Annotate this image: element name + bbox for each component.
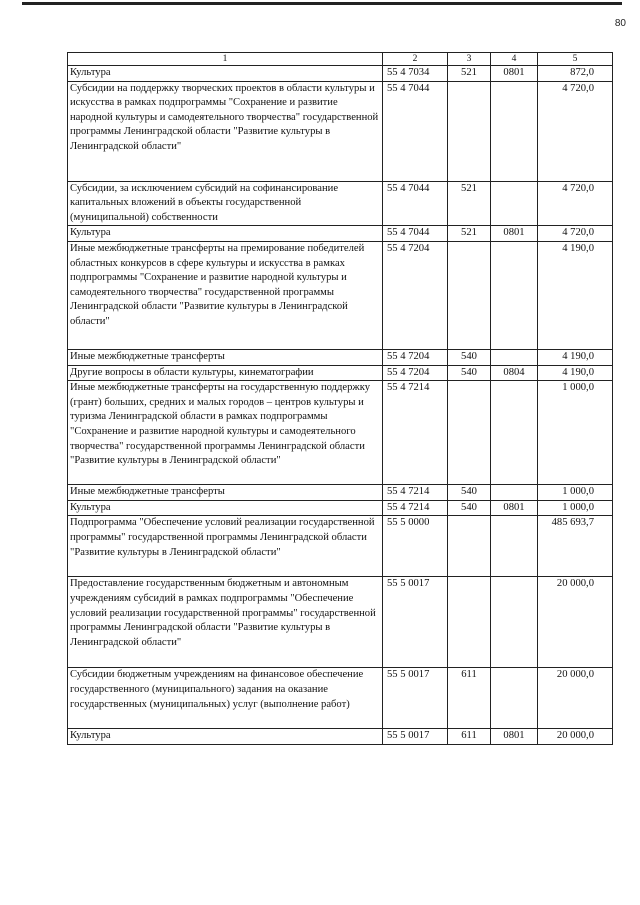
- row-expense-type: [448, 381, 491, 485]
- row-target-code: 55 4 7044: [383, 181, 448, 226]
- header-col-5: 5: [538, 53, 613, 66]
- row-section: 0801: [491, 226, 538, 242]
- table-row: [68, 241, 613, 349]
- row-amount: 485 693,7: [538, 516, 613, 577]
- row-amount: 872,0: [538, 66, 613, 82]
- row-target-code: 55 4 7044: [383, 81, 448, 181]
- table-row: [68, 485, 613, 501]
- row-amount: 4 720,0: [538, 81, 613, 181]
- header-col-3: 3: [448, 53, 491, 66]
- row-target-code: 55 4 7214: [383, 381, 448, 485]
- row-section: [491, 81, 538, 181]
- table-row: [68, 66, 613, 82]
- row-target-code: 55 4 7044: [383, 226, 448, 242]
- row-name: Предоставление государственным бюджетным и автономным учреждениям субсидий в рамках подпрограммы "Обеспечение условий реализации государственной программы" государственной программы Ленинградской области "Развитие культуры в Ленинградской области": [68, 577, 383, 668]
- header-col-2: 2: [383, 53, 448, 66]
- row-name: Субсидии на поддержку творческих проектов в области культуры и искусства в рамках подпрограммы "Сохранение и развитие народной культуры и самодеятельного творчества" государственной программы Ленинградской области "Развитие культуры в Ленинградской области": [68, 81, 383, 181]
- table-row: [68, 81, 613, 181]
- row-amount: 4 190,0: [538, 365, 613, 381]
- row-target-code: 55 4 7214: [383, 500, 448, 516]
- row-section: [491, 349, 538, 365]
- table-row: [68, 365, 613, 381]
- top-border-line: [22, 2, 622, 5]
- row-amount: 1 000,0: [538, 485, 613, 501]
- row-expense-type: [448, 577, 491, 668]
- table-row: [68, 729, 613, 745]
- row-name: Культура: [68, 729, 383, 745]
- row-amount: 4 720,0: [538, 226, 613, 242]
- table-row: [68, 516, 613, 577]
- row-section: [491, 577, 538, 668]
- row-section: [491, 668, 538, 729]
- header-col-4: 4: [491, 53, 538, 66]
- row-section: [491, 381, 538, 485]
- row-expense-type: 611: [448, 729, 491, 745]
- row-name: Иные межбюджетные трансферты: [68, 485, 383, 501]
- row-amount: 4 190,0: [538, 241, 613, 349]
- row-section: 0801: [491, 729, 538, 745]
- row-expense-type: 540: [448, 365, 491, 381]
- row-expense-type: [448, 516, 491, 577]
- row-name: Иные межбюджетные трансферты: [68, 349, 383, 365]
- row-name: Другие вопросы в области культуры, кинематографии: [68, 365, 383, 381]
- row-target-code: 55 4 7034: [383, 66, 448, 82]
- row-amount: 4 190,0: [538, 349, 613, 365]
- row-expense-type: 521: [448, 226, 491, 242]
- row-name: Культура: [68, 500, 383, 516]
- table-row: [68, 668, 613, 729]
- row-target-code: 55 4 7204: [383, 365, 448, 381]
- row-target-code: 55 4 7204: [383, 241, 448, 349]
- row-amount: 20 000,0: [538, 668, 613, 729]
- row-name: Подпрограмма "Обеспечение условий реализации государственной программы" государственной программы Ленинградской области "Развитие культуры в Ленинградской области": [68, 516, 383, 577]
- row-expense-type: 521: [448, 66, 491, 82]
- table-row: [68, 226, 613, 242]
- row-name: Субсидии, за исключением субсидий на софинансирование капитальных вложений в объекты государственной (муниципальной) собственности: [68, 181, 383, 226]
- row-amount: 4 720,0: [538, 181, 613, 226]
- budget-table: [67, 52, 613, 745]
- row-section: [491, 241, 538, 349]
- row-amount: 20 000,0: [538, 729, 613, 745]
- row-target-code: 55 4 7204: [383, 349, 448, 365]
- row-target-code: 55 4 7214: [383, 485, 448, 501]
- row-name: Иные межбюджетные трансферты на государственную поддержку (грант) больших, средних и малых городов – центров культуры и туризма Ленинградской области в рамках подпрограммы "Сохранение и развитие народной культуры и самодеятельного творчества" государственной программы Ленинградской области "Развитие культуры в Ленинградской области": [68, 381, 383, 485]
- row-expense-type: [448, 81, 491, 181]
- table-row: [68, 500, 613, 516]
- table-row: [68, 577, 613, 668]
- row-expense-type: 540: [448, 349, 491, 365]
- table-row: [68, 349, 613, 365]
- row-name: Субсидии бюджетным учреждениям на финансовое обеспечение государственного (муниципального) задания на оказание государственных (муниципальных) услуг (выполнение работ): [68, 668, 383, 729]
- page-number: 80: [614, 18, 626, 29]
- row-expense-type: [448, 241, 491, 349]
- row-name: Культура: [68, 66, 383, 82]
- row-target-code: 55 5 0017: [383, 577, 448, 668]
- table-row: [68, 181, 613, 226]
- row-section: 0801: [491, 66, 538, 82]
- row-section: 0801: [491, 500, 538, 516]
- row-target-code: 55 5 0000: [383, 516, 448, 577]
- row-amount: 20 000,0: [538, 577, 613, 668]
- row-amount: 1 000,0: [538, 500, 613, 516]
- row-name: Культура: [68, 226, 383, 242]
- table-row: [68, 381, 613, 485]
- row-section: [491, 485, 538, 501]
- row-name: Иные межбюджетные трансферты на премирование победителей областных конкурсов в сфере культуры и искусства в рамках подпрограммы "Сохранение и развитие народной культуры и самодеятельного творчества" государственной программы Ленинградской области "Развитие культуры в Ленинградской области": [68, 241, 383, 349]
- table-header-row: [68, 53, 613, 66]
- row-section: [491, 181, 538, 226]
- row-section: 0804: [491, 365, 538, 381]
- row-expense-type: 540: [448, 485, 491, 501]
- row-expense-type: 540: [448, 500, 491, 516]
- header-col-1: 1: [68, 53, 383, 66]
- row-target-code: 55 5 0017: [383, 668, 448, 729]
- row-target-code: 55 5 0017: [383, 729, 448, 745]
- row-section: [491, 516, 538, 577]
- row-expense-type: 521: [448, 181, 491, 226]
- row-expense-type: 611: [448, 668, 491, 729]
- row-amount: 1 000,0: [538, 381, 613, 485]
